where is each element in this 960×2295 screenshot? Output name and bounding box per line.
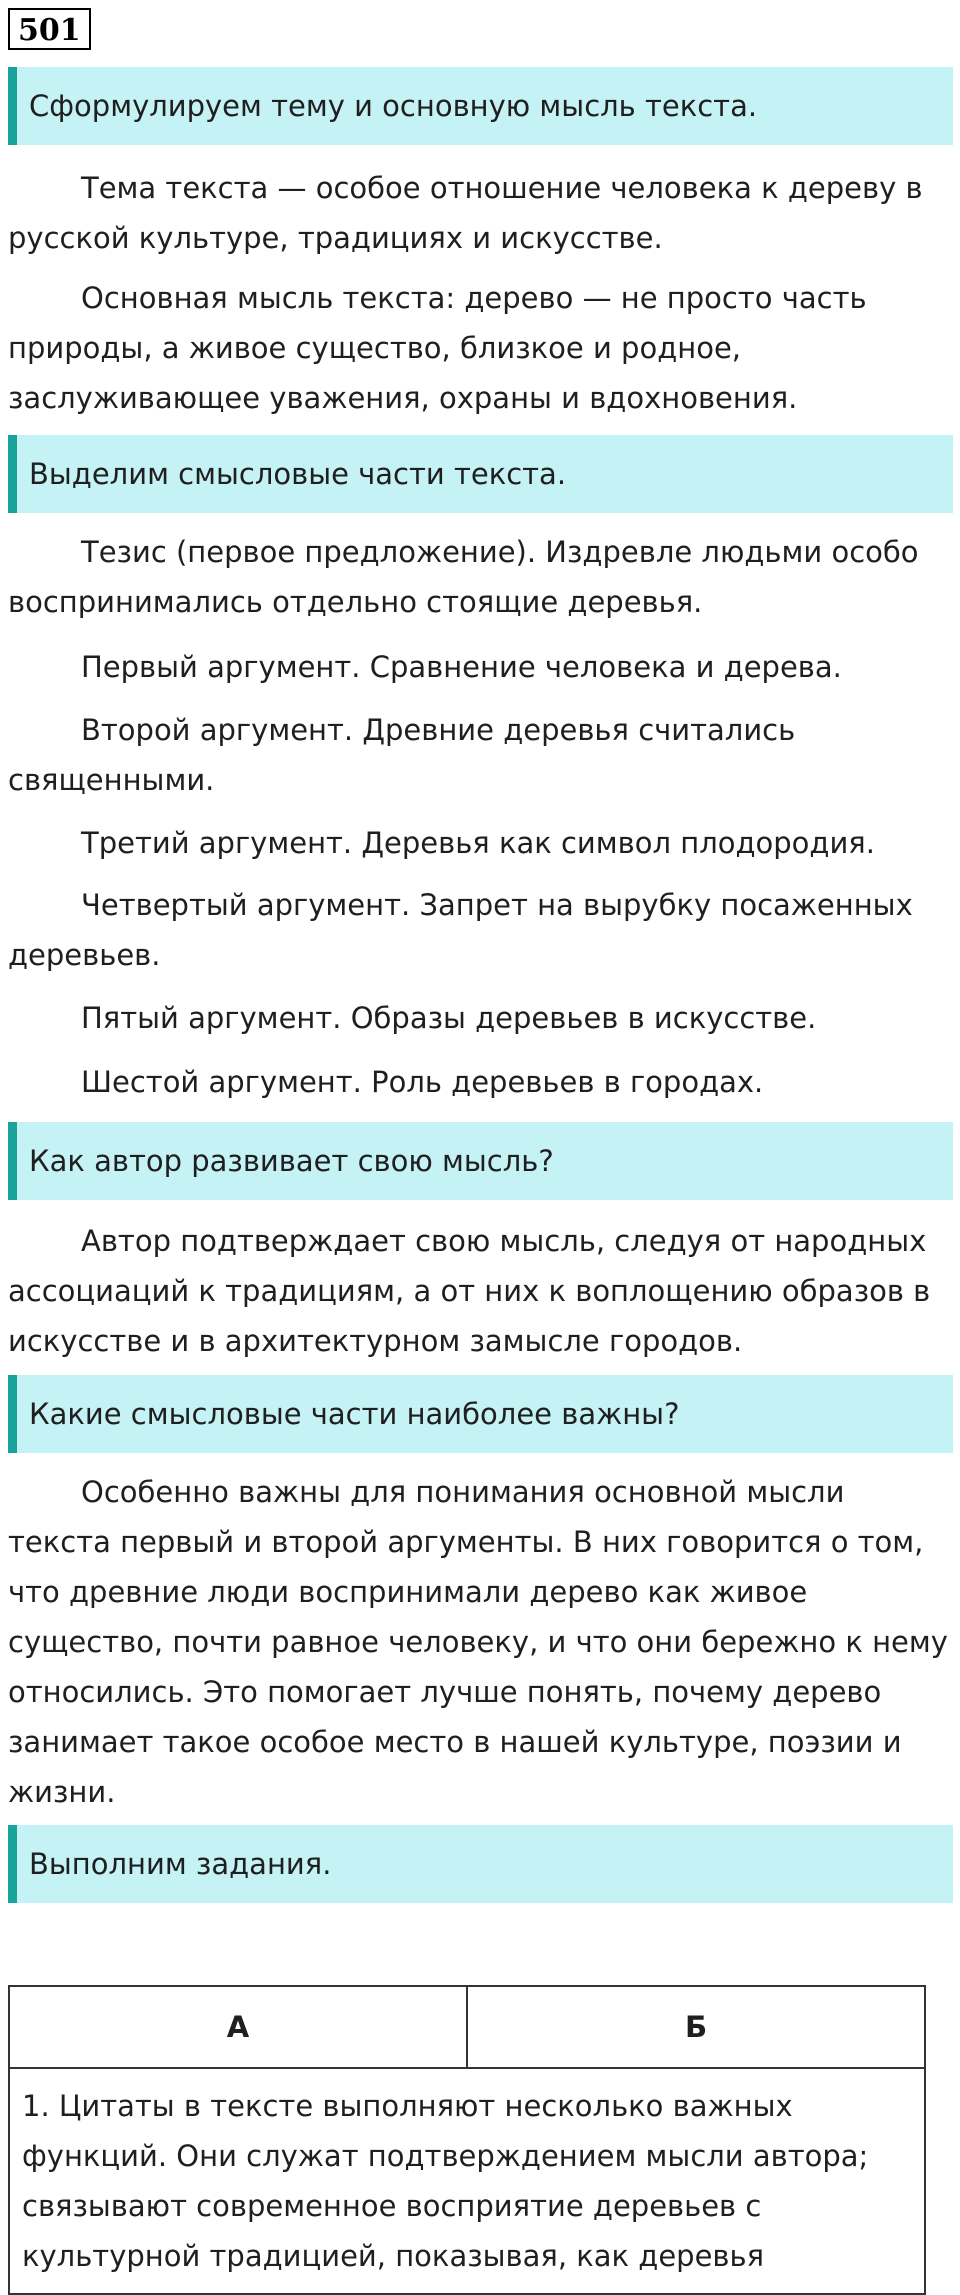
- paragraph-main-idea: Основная мысль текста: дерево — не просто часть природы, а живое существо, близкое и родное, заслуживающее уважения, охраны и вдохновения.: [8, 281, 867, 415]
- table-header-row: [9, 1986, 925, 2068]
- section-header-tasks: Выполним задания.: [8, 1825, 953, 1903]
- paragraph-development: Автор подтверждает свою мысль, следуя от народных ассоциаций к традициям, а от них к воплощению образов в искусстве и в архитектурном замысле городов.: [8, 1224, 931, 1358]
- section-header-parts: Выделим смысловые части текста.: [8, 435, 953, 513]
- paragraph-arg-1: Первый аргумент. Сравнение человека и дерева.: [81, 650, 842, 684]
- task-number: 501: [8, 8, 91, 50]
- answer-table: [8, 1985, 926, 2295]
- paragraph-theme: Тема текста — особое отношение человека к дереву в русской культуре, традициях и искусстве.: [8, 171, 923, 255]
- table-header-a: А: [9, 1986, 467, 2068]
- paragraph-arg-2: Второй аргумент. Древние деревья считались священными.: [8, 713, 796, 797]
- paragraph-arg-4: Четвертый аргумент. Запрет на вырубку посаженных деревьев.: [8, 888, 913, 972]
- table-cell: 1. Цитаты в тексте выполняют несколько важных функций. Они служат подтверждением мысли автора; связывают современное восприятие деревьев с культурной традицией, показывая, как деревья: [9, 2068, 925, 2294]
- section-header-theme: Сформулируем тему и основную мысль текста.: [8, 67, 953, 145]
- paragraph-arg-5: Пятый аргумент. Образы деревьев в искусстве.: [81, 1001, 817, 1035]
- table-header-b: Б: [467, 1986, 925, 2068]
- section-header-important: Какие смысловые части наиболее важны?: [8, 1375, 953, 1453]
- table-row: [9, 2068, 925, 2294]
- paragraph-thesis: Тезис (первое предложение). Издревле людьми особо воспринимались отдельно стоящие деревья.: [8, 535, 919, 619]
- section-header-development: Как автор развивает свою мысль?: [8, 1122, 953, 1200]
- paragraph-arg-3: Третий аргумент. Деревья как символ плодородия.: [81, 826, 875, 860]
- paragraph-important: Особенно важны для понимания основной мысли текста первый и второй аргументы. В них говорится о том, что древние люди воспринимали дерево как живое существо, почти равное человеку, и что они бережно к нему относились. Это помогает лучше понять, почему дерево занимает такое особое место в нашей культуре, поэзии и жизни.: [8, 1475, 948, 1809]
- paragraph-arg-6: Шестой аргумент. Роль деревьев в городах.: [81, 1065, 764, 1099]
